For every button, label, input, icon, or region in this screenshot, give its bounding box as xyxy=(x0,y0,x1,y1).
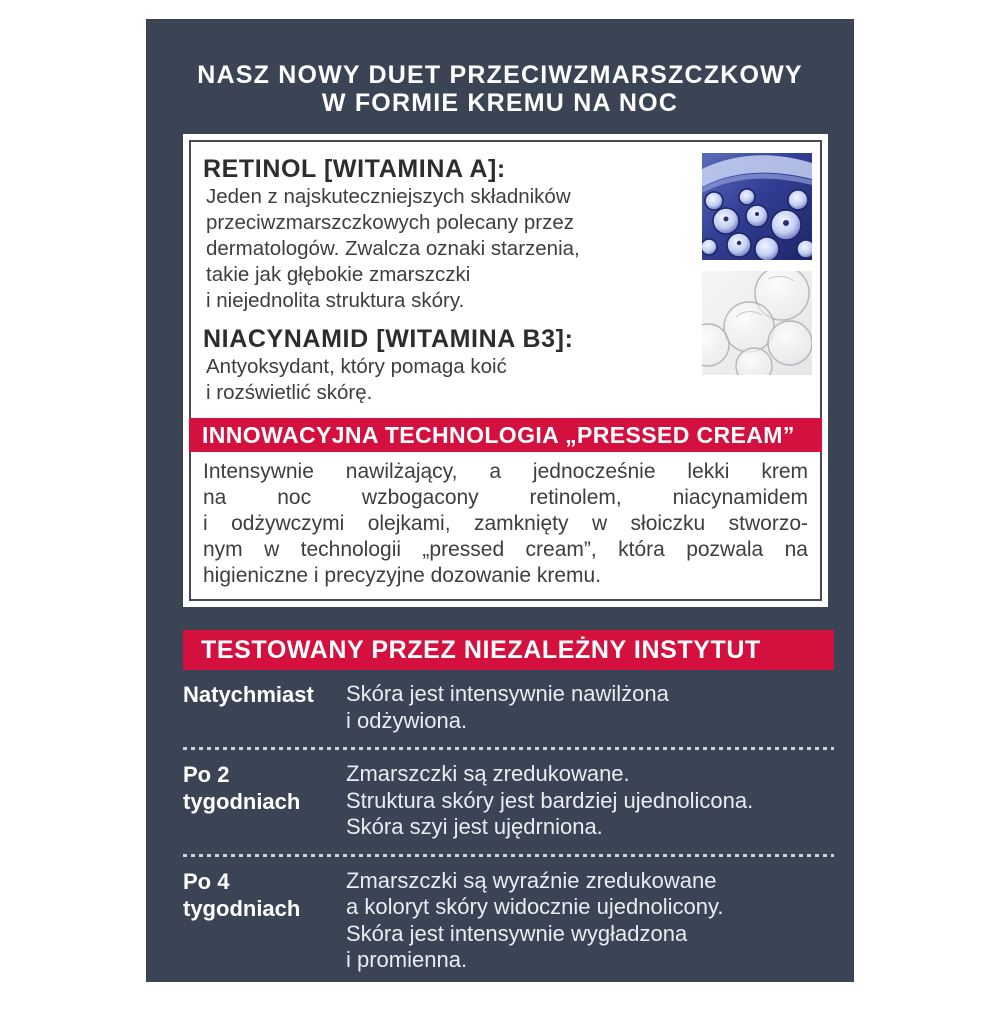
panel-title: NASZ NOWY DUET PRZECIWZMARSZCZKOWY W FORMIE KREMU NA NOC xyxy=(197,61,803,117)
retinol-heading: RETINOL [WITAMINA A]: xyxy=(203,155,506,183)
result-label: Natychmiast xyxy=(183,682,314,707)
result-label: Po 4 tygodniach xyxy=(183,868,301,921)
retinol-description: Jeden z najskuteczniejszych składników przeciwzmarszczkowych polecany przez dermatologów. Zwalcza oznaki starzenia, takie jak głębokie zmarszczki i niejednolita struktura skóry. xyxy=(206,185,580,312)
result-text: Zmarszczki są zredukowane. Struktura skóry jest bardziej ujednolicona. Skóra szyi jest ujędrniona. xyxy=(346,761,754,839)
result-row-2-weeks xyxy=(183,750,834,854)
result-text: Skóra jest intensywnie nawilżona i odżywiona. xyxy=(346,681,669,733)
result-row-immediate xyxy=(183,670,834,747)
result-row-4-weeks xyxy=(183,857,834,987)
niacinamide-description: Antyoksydant, który pomaga koić i rozświetlić skórę. xyxy=(206,355,507,404)
result-text: Zmarszczki są wyraźnie zredukowane a koloryt skóry widocznie ujednolicony. Skóra jest intensywnie wygładzona i promienna. xyxy=(346,867,724,972)
pressed-cream-technology-banner: INNOWACYJNA TECHNOLOGIA „PRESSED CREAM” xyxy=(189,418,822,452)
result-label: Po 2 tygodniach xyxy=(183,762,301,814)
ingredients-info-box xyxy=(183,134,828,607)
ingredients-frame xyxy=(189,140,822,601)
retinol-pearls-photo xyxy=(702,153,812,260)
tested-institute-banner: TESTOWANY PRZEZ NIEZALEŻNY INSTYTUT xyxy=(183,630,834,670)
ingredient-photos xyxy=(702,153,812,375)
technology-description: Intensywnie nawilżający, a jednocześnie lekki krem na noc wzbogacony retinolem, niacynamidem i odżywczymi olejkami, zamknięty w słoiczku stworzo- nym w technologii „pressed cream”, która pozwala na higieniczne i precyzyjne dozowanie kremu. xyxy=(203,460,808,587)
results-table xyxy=(183,670,834,987)
niacinamide-bubbles-photo xyxy=(702,271,812,375)
niacinamide-heading: NIACYNAMID [WITAMINA B3]: xyxy=(203,325,574,353)
product-info-panel xyxy=(146,19,854,982)
